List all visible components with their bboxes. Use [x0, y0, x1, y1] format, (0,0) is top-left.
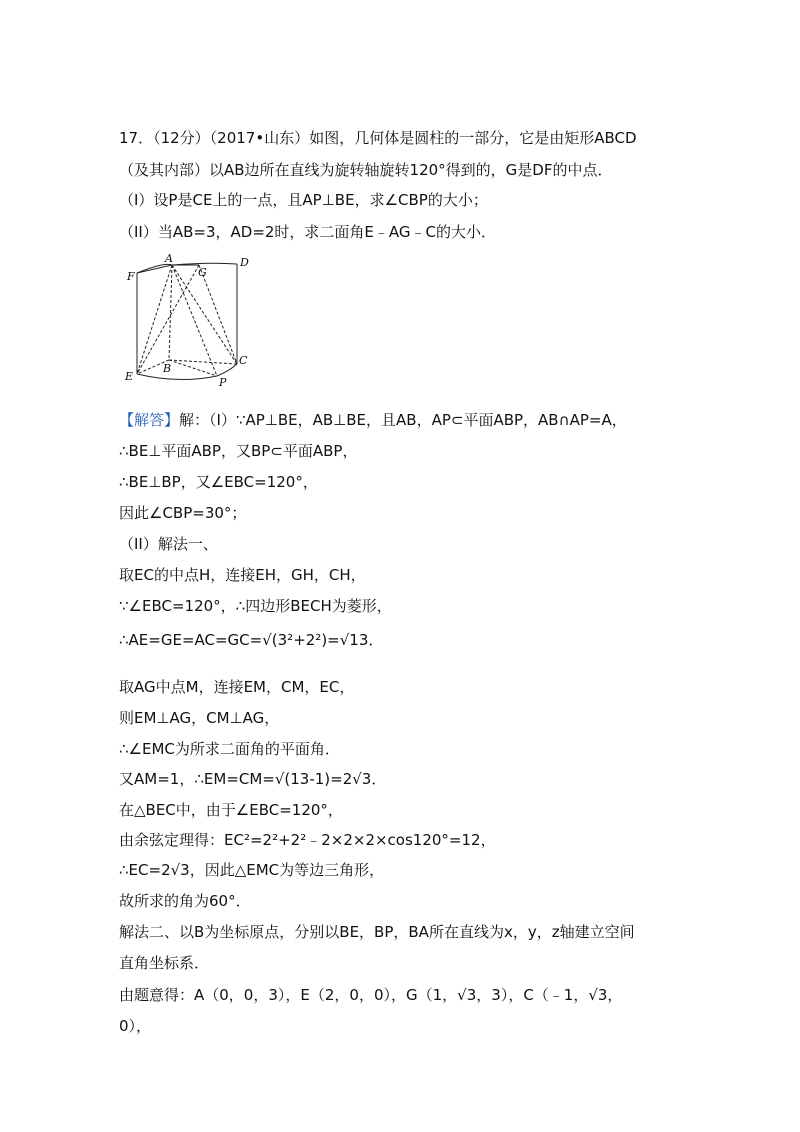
- solution-line-3: ∴BE⊥BP，又∠EBC=120°，: [119, 473, 318, 491]
- label-p: P: [219, 376, 227, 388]
- edge-ab: [169, 265, 172, 360]
- edge-ap: [172, 265, 217, 376]
- problem-part-1: （I）设P是CE上的一点，且AP⊥BE，求∠CBP的大小；: [119, 191, 488, 209]
- solution-line-16: 故所求的角为60°．: [119, 892, 251, 910]
- solution-line-20: 0），: [119, 1017, 152, 1035]
- solution-line-19: 由题意得：A（0，0，3），E（2，0，0），G（1，√3，3），C（﹣1，√3，: [119, 986, 623, 1004]
- problem-line-2: （及其内部）以AB边所在直线为旋转轴旋转120°得到的，G是DF的中点．: [119, 161, 613, 179]
- problem-part-2: （II）当AB=3，AD=2时，求二面角E﹣AG﹣C的大小．: [119, 223, 497, 241]
- solution-line-14: 由余弦定理得：EC²=2²+2²﹣2×2×2×cos120°=12，: [119, 831, 496, 849]
- solution-line-8: ∴AE=GE=AC=GC=√(3²+2²)=√13．: [119, 631, 384, 649]
- solution-line-1-text: 解：（I）∵AP⊥BE，AB⊥BE，且AB，AP⊂平面ABP，AB∩AP=A，: [179, 411, 627, 429]
- problem-line-1: 17．（12分）（2017•山东）如图，几何体是圆柱的一部分，它是由矩形ABCD: [119, 129, 637, 147]
- solution-line-7: ∵∠EBC=120°，∴四边形BECH为菱形，: [119, 597, 392, 615]
- label-e: E: [125, 370, 134, 383]
- label-g: G: [198, 266, 207, 279]
- solution-line-13: 在△BEC中，由于∠EBC=120°，: [119, 801, 343, 819]
- solution-line-15: ∴EC=2√3，因此△EMC为等边三角形，: [119, 861, 385, 879]
- label-c: C: [239, 354, 248, 367]
- solution-line-5: （II）解法一、: [119, 535, 218, 553]
- label-d: D: [240, 256, 249, 269]
- solution-line-4: 因此∠CBP=30°；: [119, 504, 247, 522]
- label-f: F: [127, 270, 135, 283]
- cylinder-figure: [119, 252, 259, 388]
- solution-line-12: 又AM=1，∴EM=CM=√(13-1)=2√3．: [119, 770, 387, 788]
- solution-tag: 【解答】: [119, 411, 180, 429]
- solution-line-11: ∴∠EMC为所求二面角的平面角．: [119, 740, 340, 758]
- solution-line-18: 直角坐标系．: [119, 954, 210, 972]
- label-b: B: [163, 362, 172, 375]
- solution-line-9: 取AG中点M，连接EM，CM，EC，: [119, 678, 355, 696]
- solution-line-10: 则EM⊥AG，CM⊥AG，: [119, 709, 280, 727]
- solution-line-1: [119, 410, 627, 430]
- solution-line-2: ∴BE⊥平面ABP，又BP⊂平面ABP，: [119, 442, 358, 460]
- solution-line-6: 取EC的中点H，连接EH，GH，CH，: [119, 566, 366, 584]
- label-a: A: [165, 252, 173, 265]
- solution-line-17: 解法二、以B为坐标原点，分别以BE，BP，BA所在直线为x，y，z轴建立空间: [119, 923, 635, 941]
